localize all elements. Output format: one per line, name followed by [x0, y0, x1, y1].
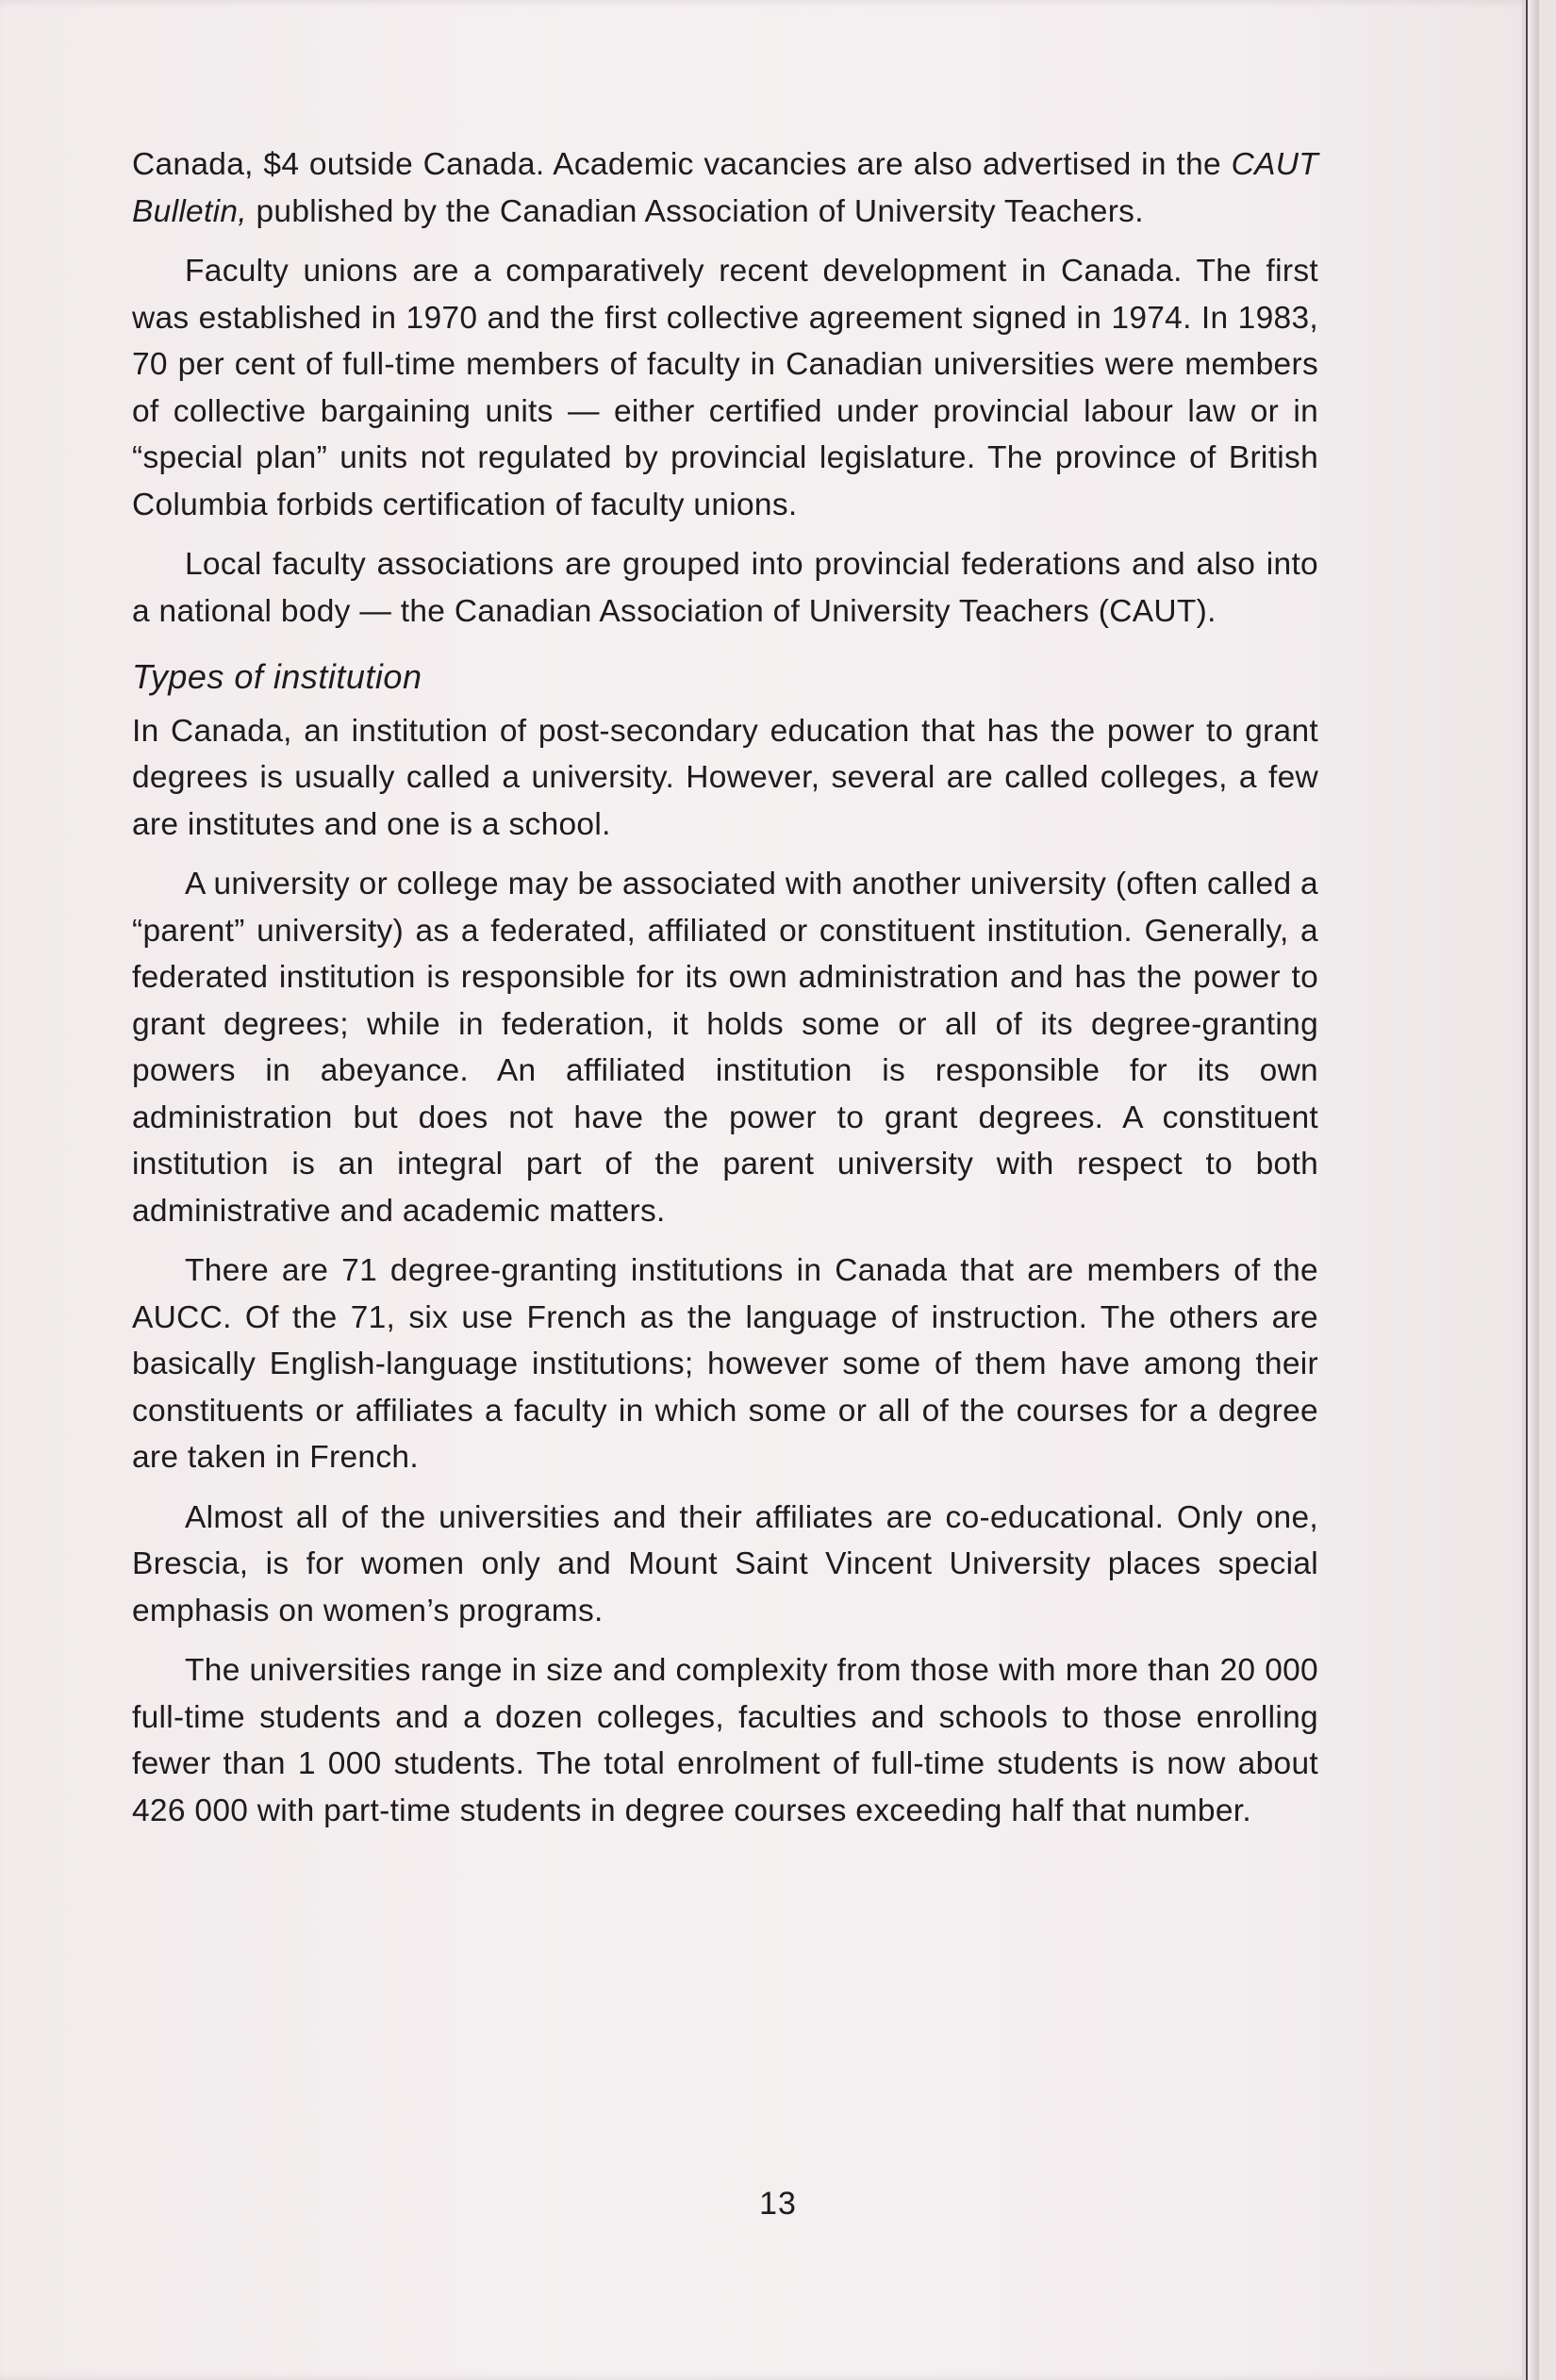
paragraph-text: published by the Canadian Association of University Teachers.	[246, 193, 1144, 229]
paragraph-institution-types: In Canada, an institution of post-secondary education that has the power to grant degrees is usually called a university. However, several are called colleges, a few are institutes and one is a school.	[132, 713, 1318, 842]
page-number: 13	[759, 2186, 797, 2222]
paragraph-faculty-unions: Faculty unions are a comparatively recent development in Canada. The first was established in 1970 and the first collective agreement signed in 1974. In 1983, 70 per cent of full-time members of faculty in Canadian universities were members of collective bargaining units — either certified under provincial labour law or in “special plan” units not regulated by provincial legislature. The province of British Columbia forbids certification of faculty unions.	[132, 254, 1318, 522]
paragraph-degree-granting-count: There are 71 degree-granting institutions in Canada that are members of the AUCC. Of the 71, six use French as the language of instruction. The others are basically English-language institutions; however some of them have among their constituents or affiliates a faculty in which some or all of the courses for a degree are taken in French.	[132, 1253, 1318, 1475]
paragraph-co-educational: Almost all of the universities and their affiliates are co-educational. Only one, Brescia, is for women only and Mount Saint Vincent University places special emphasis on women’s programs.	[132, 1499, 1318, 1628]
section-heading: Types of institution	[132, 657, 422, 696]
paragraph-federated-affiliated: A university or college may be associated with another university (often called a “parent” university) as a federated, affiliated or constituent institution. Generally, a federated institution is responsible for its own administration and has the power to grant degrees; while in federation, it holds some or all of its degree-granting powers in abeyance. An affiliated institution is responsible for its own administration but does not have the power to grant degrees. A constituent institution is an integral part of the parent university with respect to both administrative and academic matters.	[132, 867, 1318, 1229]
paragraph-faculty-associations: Local faculty associations are grouped into provincial federations and also into a national body — the Canadian Association of University Teachers (CAUT).	[132, 547, 1318, 629]
paragraph-text: Canada, $4 outside Canada. Academic vacancies are also advertised in the	[132, 147, 1232, 182]
body-text	[132, 141, 1318, 1847]
page-edge	[1522, 0, 1539, 2380]
paragraph-caut-bulletin	[132, 141, 1318, 235]
paragraph-university-size: The universities range in size and complexity from those with more than 20 000 full-time students and a dozen colleges, faculties and schools to those enrolling fewer than 1 000 students. The total enrolment of full-time students is now about 426 000 with part-time students in degree courses exceeding half that number.	[132, 1653, 1318, 1828]
page-edge-line	[1526, 0, 1528, 2380]
publication-title: CAUT Bulletin,	[132, 147, 1318, 229]
